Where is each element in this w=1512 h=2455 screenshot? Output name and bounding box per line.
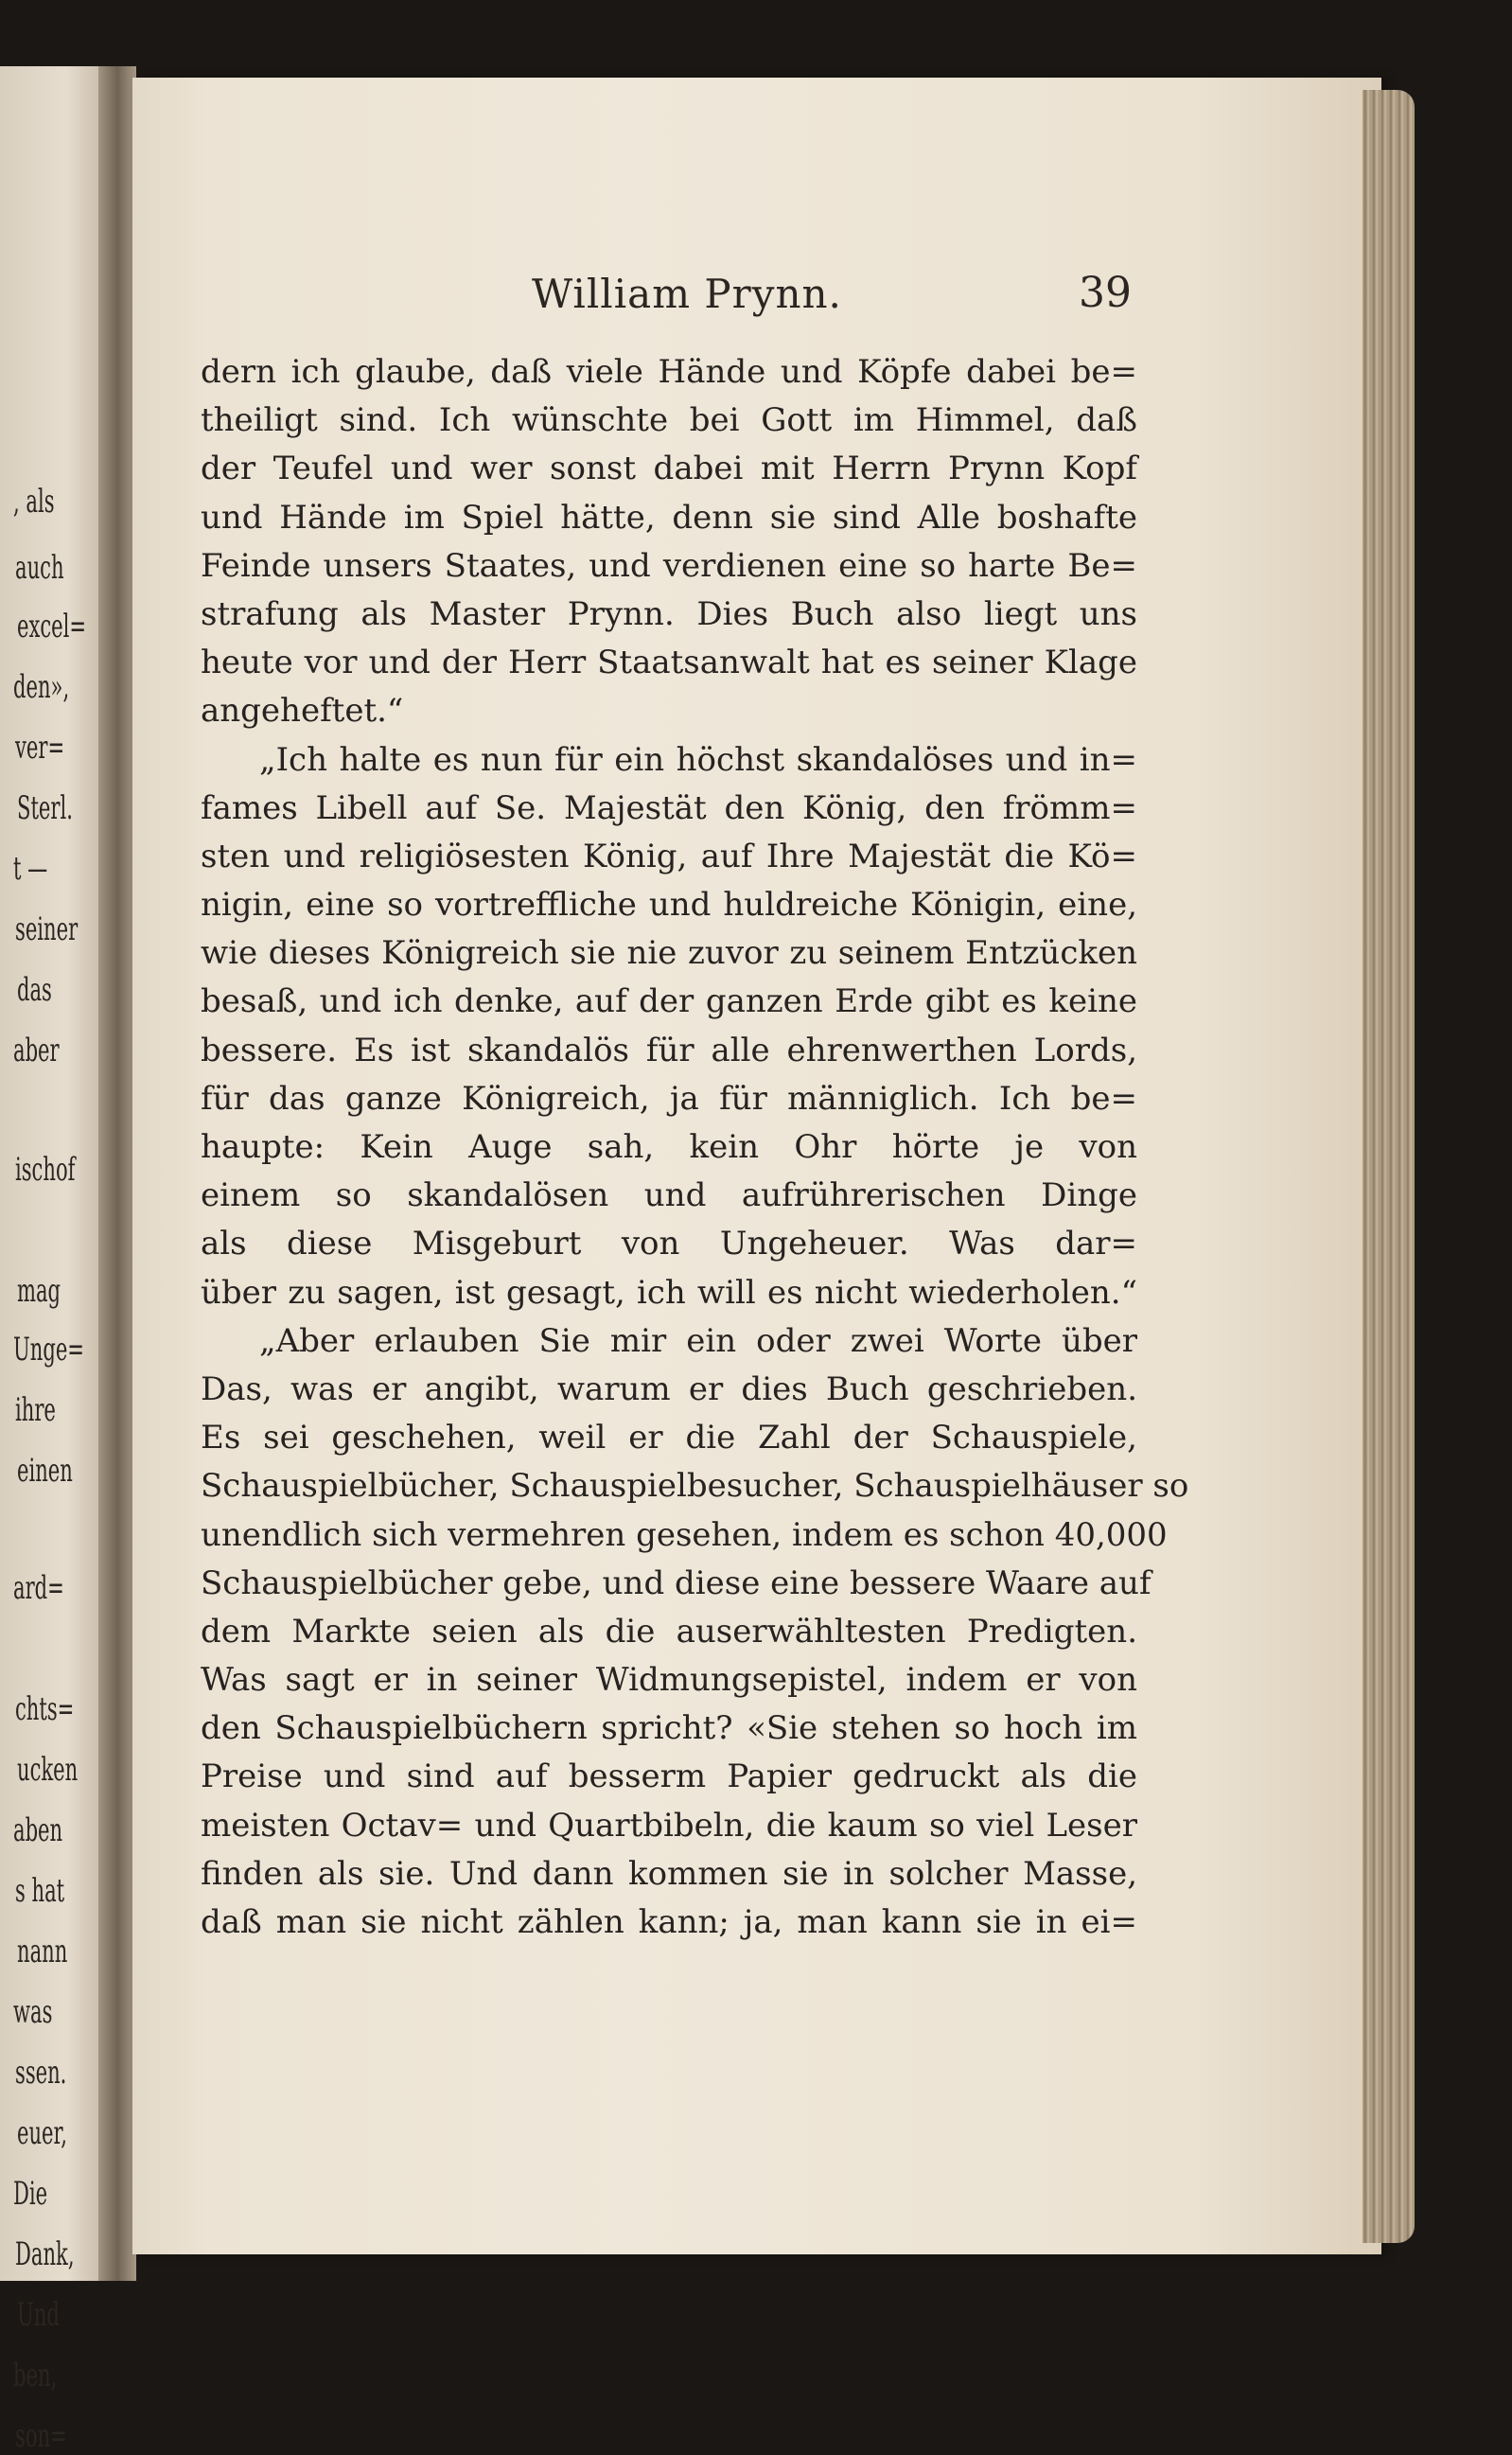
text-line: Das, was er angibt, warum er dies Buch geschrieben. bbox=[201, 1369, 1137, 1408]
text-line: Es sei geschehen, weil er die Zahl der Schauspiele, bbox=[201, 1419, 1137, 1457]
text-line: wie dieses Königreich sie nie zuvor zu seinem Entzücken bbox=[201, 934, 1137, 973]
text-line: Preise und sind auf besserm Papier gedruckt als die bbox=[201, 1757, 1137, 1796]
text-line: der Teufel und wer sonst dabei mit Herrn Prynn Kopf bbox=[201, 450, 1137, 488]
text-line: „Ich halte es nun für ein höchst skandalöses und in= bbox=[259, 740, 1137, 779]
text-line: besaß, und ich denke, auf der ganzen Erde gibt es keine bbox=[201, 982, 1137, 1021]
facing-page-fragment: Unge= bbox=[13, 1331, 84, 1369]
facing-page-fragment: einen bbox=[17, 1452, 73, 1490]
text-line: und Hände im Spiel hätte, denn sie sind Alle boshafte bbox=[201, 498, 1137, 537]
text-line: heute vor und der Herr Staatsanwalt hat es seiner Klage bbox=[201, 644, 1137, 682]
text-line: über zu sagen, ist gesagt, ich will es nicht wiederholen.“ bbox=[201, 1273, 1137, 1312]
facing-page-fragment: auch bbox=[15, 549, 64, 587]
facing-page-fragment: was bbox=[13, 1993, 53, 2031]
text-line: haupte: Kein Auge sah, kein Ohr hörte je von bbox=[201, 1128, 1137, 1166]
text-line: fames Libell auf Se. Majestät den König, den frömm= bbox=[201, 788, 1137, 827]
facing-page-fragment: ischof bbox=[15, 1151, 76, 1189]
text-line: für das ganze Königreich, ja für männiglich. Ich be= bbox=[201, 1079, 1137, 1118]
facing-page-fragment: nann bbox=[17, 1933, 68, 1970]
text-line: finden als sie. Und dann kommen sie in solcher Masse, bbox=[201, 1854, 1137, 1893]
text-line: Feinde unsers Staates, und verdienen eine so harte Be= bbox=[201, 546, 1137, 585]
facing-page-fragment: euer, bbox=[17, 2114, 67, 2152]
facing-page-fragment: ver= bbox=[15, 729, 65, 767]
facing-page-fragment: excel= bbox=[17, 608, 87, 645]
facing-page-fragment: den», bbox=[13, 668, 70, 706]
text-line: als diese Misgeburt von Ungeheuer. Was dar= bbox=[201, 1225, 1137, 1263]
facing-page-fragment: t — bbox=[13, 850, 48, 888]
page-edges bbox=[1363, 90, 1415, 2243]
facing-page-fragment: seiner bbox=[15, 910, 79, 948]
text-line: sten und religiösesten König, auf Ihre Majestät die Kö= bbox=[201, 837, 1137, 875]
facing-page-fragment: chts= bbox=[15, 1690, 75, 1728]
facing-page-fragment: aber bbox=[13, 1032, 60, 1069]
facing-page-fragment: ucken bbox=[17, 1751, 79, 1789]
facing-page-fragment: , als bbox=[13, 483, 55, 521]
text-line: angeheftet.“ bbox=[201, 692, 404, 731]
book-gutter bbox=[98, 66, 136, 2281]
text-line: Was sagt er in seiner Widmungsepistel, indem er von bbox=[201, 1661, 1137, 1700]
facing-page-fragment: s hat bbox=[15, 1872, 65, 1910]
facing-page-fragment: ssen. bbox=[15, 2054, 67, 2092]
facing-page-fragment: ihre bbox=[15, 1391, 56, 1429]
text-line: meisten Octav= und Quartbibeln, die kaum so viel Leser bbox=[201, 1806, 1137, 1845]
body-text bbox=[201, 348, 1189, 1947]
facing-page-fragment: Sterl. bbox=[17, 789, 73, 827]
text-line: dern ich glaube, daß viele Hände und Köpfe dabei be= bbox=[201, 353, 1137, 391]
text-line: strafung als Master Prynn. Dies Buch also liegt uns bbox=[201, 594, 1137, 633]
facing-page-fragment: Die bbox=[13, 2175, 48, 2213]
text-line: Schauspielbücher, Schauspielbesucher, Schauspielhäuser so bbox=[201, 1467, 1189, 1506]
text-line: nigin, eine so vortreffliche und huldreiche Königin, eine, bbox=[201, 886, 1137, 925]
facing-page-fragment: das bbox=[17, 971, 52, 1009]
facing-page-fragment: mag bbox=[17, 1272, 62, 1310]
facing-page-fragment: ben, bbox=[13, 2357, 58, 2394]
text-line: unendlich sich vermehren gesehen, indem es schon 40,000 bbox=[201, 1515, 1168, 1554]
facing-page-fragment: son= bbox=[15, 2417, 67, 2455]
text-line: daß man sie nicht zählen kann; ja, man kann sie in ei= bbox=[201, 1903, 1137, 1941]
text-line: dem Markte seien als die auserwähltesten Predigten. bbox=[201, 1612, 1137, 1651]
facing-page-fragment: aben bbox=[13, 1811, 63, 1849]
text-line: bessere. Es ist skandalös für alle ehrenwerthen Lords, bbox=[201, 1031, 1137, 1069]
page-number: 39 bbox=[1079, 269, 1132, 317]
facing-page-fragment: ard= bbox=[13, 1569, 64, 1607]
facing-page-fragment: Und bbox=[17, 2296, 60, 2334]
text-line: Schauspielbücher gebe, und diese eine bessere Waare auf bbox=[201, 1563, 1152, 1602]
text-line: „Aber erlauben Sie mir ein oder zwei Worte über bbox=[259, 1321, 1137, 1360]
text-line: den Schauspielbüchern spricht? «Sie stehen so hoch im bbox=[201, 1709, 1137, 1748]
text-line: theiligt sind. Ich wünschte bei Gott im Himmel, daß bbox=[201, 401, 1137, 440]
text-line: einem so skandalösen und aufrührerischen Dinge bbox=[201, 1176, 1137, 1215]
facing-page-fragment: Dank, bbox=[15, 2235, 75, 2273]
running-head: William Prynn. bbox=[532, 271, 842, 317]
